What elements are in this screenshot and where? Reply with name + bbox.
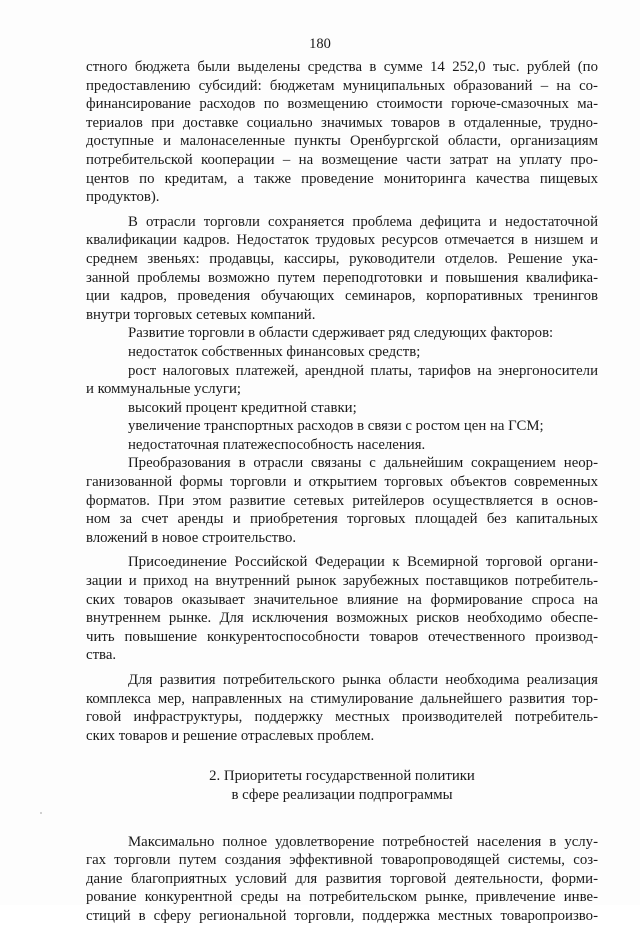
text-line: ганизованной формы торговли и открытием торговых объектов современных — [86, 474, 598, 491]
text-line: занной проблемы возможно путем переподготовки и повышения квалифика- — [86, 269, 598, 286]
text-line: финансирование расходов по возмещению стоимости горюче-смазочных ма- — [86, 96, 598, 113]
text-line: Преобразования в отрасли связаны с дальнейшим сокращением неор- — [128, 455, 598, 472]
factor-item: рост налоговых платежей, арендной платы, тарифов на энергоносители — [128, 362, 598, 379]
text-line: Развитие торговли в области сдерживает ряд следующих факторов: — [128, 325, 554, 342]
text-line: продуктов). — [86, 189, 160, 206]
text-line: форматов. При этом развитие сетевых ритейлеров осуществляется в основ- — [86, 492, 598, 509]
text-line: внутреннем рынке. Для исключения возможных рисков необходимо обеспе- — [86, 610, 598, 627]
paragraph-staff — [86, 213, 598, 325]
factor-item: увеличение транспортных расходов в связи с ростом цен на ГСМ; — [128, 418, 544, 435]
text-line: стиций в сферу региональной торговли, поддержка местных товаропроизво- — [86, 907, 598, 924]
paragraph-measures — [86, 671, 598, 745]
paragraph-transformations — [86, 454, 598, 547]
text-line: ских товаров и решение отраслевых проблем. — [86, 727, 375, 744]
text-line: Присоединение Российской Федерации к Всемирной торговой органи- — [128, 554, 598, 571]
section-heading — [86, 767, 598, 804]
text-line: ских товаров оказывает значительное влияние на формирование спроса на — [86, 591, 598, 608]
text-line: зации и приход на внутренний рынок зарубежных поставщиков потребитель- — [86, 573, 598, 590]
text-line: говой инфраструктуры, поддержку местных производителей потребитель- — [86, 709, 598, 726]
text-line: предоставлению субсидий: бюджетам муниципальных образований – на со- — [86, 77, 598, 94]
text-line: рование конкурентной среды на потребительском рынке, привлечение инве- — [86, 889, 598, 906]
page-number: 180 — [309, 36, 331, 52]
text-line: ции кадров, проведения обучающих семинаров, корпоративных тренингов — [86, 288, 598, 305]
factor-list — [86, 343, 598, 455]
text-line: квалификации кадров. Недостаток трудовых ресурсов отмечается в низшем и — [86, 232, 598, 249]
factor-item: высокий процент кредитной ставки; — [128, 399, 357, 416]
paragraph-factors-intro — [86, 324, 598, 343]
text-line: ном за счет аренды и приобретения торговых площадей без капитальных — [86, 511, 598, 528]
paragraph-budget — [86, 58, 598, 207]
text-line: доступные и малонаселенные пункты Оренбургской области, организациям — [86, 133, 598, 150]
text-line: внутри торговых сетевых компаний. — [86, 306, 316, 323]
text-line: териалов при доставке социально значимых товаров в отдаленные, трудно- — [86, 114, 598, 131]
text-line: потребительской кооперации – на возмещение части затрат на уплату про- — [86, 151, 598, 168]
factor-item: недостаточная платежеспособность населения. — [128, 436, 426, 453]
factor-item-continuation: и коммунальные услуги; — [86, 381, 242, 398]
text-line: дание благоприятных условий для развития торговой деятельности, форми- — [86, 870, 598, 887]
text-line: чить повышение конкурентоспособности товаров отечественного производ- — [86, 628, 598, 645]
text-line: В отрасли торговли сохраняется проблема дефицита и недостаточной — [128, 213, 598, 230]
text-line: стного бюджета были выделены средства в сумме 14 252,0 тыс. рублей (по — [86, 59, 598, 75]
text-line: среднем звеньях: продавцы, кассиры, руководители отделов. Решение ука- — [86, 250, 598, 267]
heading-line: в сфере реализации подпрограммы — [231, 786, 453, 803]
text-line: вложений в новое строительство. — [86, 529, 297, 546]
paragraph-priorities — [86, 833, 598, 926]
scan-speck — [40, 812, 42, 814]
text-line: Для развития потребительского рынка области необходима реализация — [128, 672, 598, 688]
text-line: Максимально полное удовлетворение потребностей населения в услу- — [128, 833, 598, 850]
body-text — [86, 58, 598, 926]
factor-item: недостаток собственных финансовых средств; — [128, 343, 421, 360]
paragraph-wto — [86, 553, 598, 665]
text-line: центов по кредитам, а также проведение мониторинга качества пищевых — [86, 170, 598, 187]
heading-line: 2. Приоритеты государственной политики — [209, 768, 475, 785]
text-line: комплекса мер, направленных на стимулирование дальнейшего развития тор- — [86, 690, 598, 707]
text-line: ства. — [86, 647, 117, 664]
text-line: гах торговли путем создания эффективной товаропроводящей системы, соз- — [86, 852, 598, 869]
